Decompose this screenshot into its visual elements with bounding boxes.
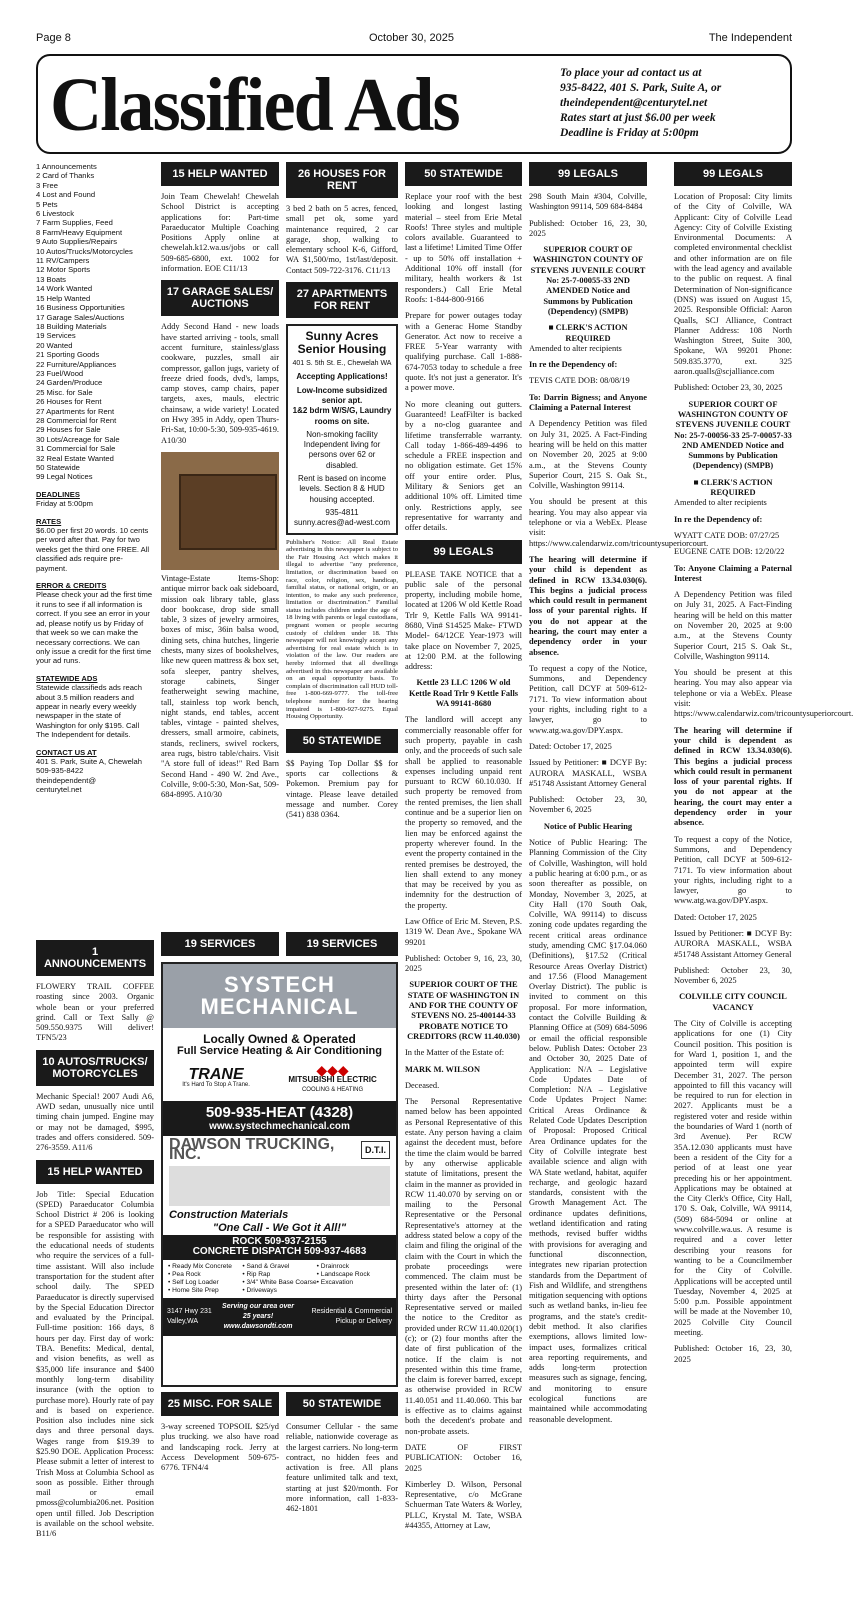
category-item: 11 RV/Campers <box>36 256 90 266</box>
legal-text: You should be present at this hearing. You may also appear via telephone or via a WebEx. Please visit: https://www.calendarwiz.com/tricountysuperiorcourt. <box>529 497 709 548</box>
info-line[interactable]: theindependent@centurytel.net <box>560 97 708 109</box>
legal-heading: Notice of Public Hearing <box>543 821 633 831</box>
service-item: • Home Site Prep <box>168 1286 219 1294</box>
section-header: 15 HELP WANTED <box>161 162 279 186</box>
category-item: 31 Commercial for Sale <box>36 444 116 454</box>
column-2-bottom <box>161 1392 279 1580</box>
legal-text: Kimberley D. Wilson, Personal Representative, c/o McGrane Schuerman Tate Waters & Worley, PLLC, Krystal M. Tate, WSBA #44355, Attorney at Law, <box>405 1479 522 1531</box>
ad-email[interactable]: sunny.acres@ad-west.com <box>293 518 390 528</box>
classified-ad: Join Team Chewelah! Chewelah School District is accepting applications for: Part-time Paraeducator Multiple Coaching Positions Apply online at chewelah.k12.wa.us/jobs or call 509-685-6800, ext. 1002 for information. EOE C11/13 <box>161 192 279 274</box>
legal-text: The hearing will determine if your child is dependent as defined in RCW 13.34.030(6). This begins a judicial process which could result in permanent loss of your parental rights. If you do not appear at the hearing, the court may enter a dependency order in your absence. <box>529 554 647 657</box>
classified-ad: Addy Second Hand - new loads have started arriving - tools, small accent furniture, stainless/glass cookware, puzzles, small air compressor, gallon jugs, variety of freeze dried foods, dvd's, lamps, camp stoves, camp chairs, paper targets, axes, mauls, electric chainsaw, a wide variety! Located on Hwy 395 in Addy, open Thurs-Fri-Sat, 10:00-5:30, 509-935-4619. A10/30 <box>161 322 279 445</box>
ad-delivery: Residential & Commercial Pickup or Delivery <box>311 1307 392 1325</box>
legal-text: Published: October 23, 30, November 6, 2025 <box>529 795 647 815</box>
category-item: 6 Livestock <box>36 209 74 219</box>
category-item: 16 Business Opportunities <box>36 303 125 313</box>
section-header: 25 MISC. FOR SALE <box>161 1392 279 1416</box>
mitsubishi-slogan: COOLING & HEATING <box>301 1087 364 1094</box>
service-item: • Pea Rock <box>168 1270 201 1278</box>
legal-text: Issued by Petitioner: ■ DCYF By: AURORA MASKALL, WSBA #51748 Assistant Attorney General <box>529 758 647 788</box>
paper-name: The Independent <box>708 32 792 44</box>
section-header: 99 LEGALS <box>529 162 647 186</box>
mitsubishi-logo: MITSUBISHI ELECTRIC <box>288 1074 377 1084</box>
section-header: 19 SERVICES <box>161 932 279 956</box>
classified-ad: $$ Paying Top Dollar $$ for sports car collections & Pokemon. Premium pay for vintage. Please leave detailed message and number. Corey (541) 838 0364. <box>286 758 398 820</box>
deadlines-heading: DEADLINES <box>36 489 80 499</box>
legal-text: Location of Proposal: City limits of the City of Colville, WA Applicant: City of Colville Lead Agency: City of Colville Existing Environmental Documents: A completed environmental checklist and other information are on file with the lead agency and available to the public on request. A final Determination of Non-significance (DNS) was issued on August 15, 2025. Responsible Official: Aaron Qualls, SCJ Alliance, Contract Planner Address: 108 North Washington Street, Suite 300, Spokane, WA 99201 Phone: 509.835.3770, ext. 325 aaron.qualls@scjalliance.com <box>674 192 792 377</box>
classified-ad: Mechanic Special! 2007 Audi A6, AWD sedan, unusually nice until timing chain jumped. Engine may or may not be damaged, $995, trades and offers considered. 509-276-3559. A11/6 <box>36 1091 154 1153</box>
contact-line[interactable]: theindependent@ <box>36 775 97 785</box>
ad-address: 3147 Hwy 231 Valley,WA <box>167 1307 212 1325</box>
contact-line: 509-935-8422 <box>36 766 84 776</box>
category-item: 25 Misc. for Sale <box>36 387 93 397</box>
legal-text: Law Office of Eric M. Steven, P.S. 1319 W. Dean Ave., Spokane WA 99201 <box>405 917 522 947</box>
ad-tagline: Full Service Heating & Air Conditioning <box>177 1045 382 1058</box>
legal-text: Kettle 23 LLC 1206 W old Kettle Road Trlr 9 Kettle Falls WA 99141-8680 <box>408 678 519 709</box>
ad-slogan: "One Call - We Got it All!" <box>212 1221 347 1234</box>
legal-text: ■ CLERK'S ACTION REQUIRED <box>548 323 628 343</box>
classified-ad: 3 bed 2 bath on 5 acres, fenced, small pet ok, some yard maintenance required, 2 car garage, shop, walking to elementary school K-6, Gifford, WA $1,500/mo, 1st/last/deposit. Contact 509-722-3176. C11/13 <box>286 204 398 275</box>
legal-text: To request a copy of the Notice, Summons, and Dependency Petition, call DCYF at 509-612-7171. To view information about your rights, including right to a lawyer, go to www.atg.wa.gov/DPY.aspx. <box>529 663 647 735</box>
column-3-bottom <box>286 1392 398 1580</box>
category-item: 24 Garden/Produce <box>36 378 103 388</box>
legal-heading: SUPERIOR COURT OF THE STATE OF WASHINGTON IN AND FOR THE COUNTY OF STEVENS NO. 25-400144-33 PROBATE NOTICE TO CREDITORS (RCW 11.40.030) <box>407 980 520 1041</box>
category-item: 13 Boats <box>36 274 66 284</box>
masthead <box>36 54 792 154</box>
classified-ad: FLOWERY TRAIL COFFEE roasting since 2003. Organic whole bean or your preferred grind. Call or Text Sally @ 509.550.9375 Will deliver! TFN5/23 <box>36 982 154 1043</box>
statewide-text: Statewide classifieds ads reach about 3.5 million readers and appear in nearly every weekly newspaper in the state of Washington for only $195. Call The Independent for details. <box>36 683 142 740</box>
legal-heading: COLVILLE CITY COUNCIL VACANCY <box>679 992 787 1012</box>
services-display-ad <box>161 962 398 1387</box>
legal-text: The City of Colville is accepting applications for one (1) City Council position. This position is for Ward 1, position 1, and the appointed term will expire December 31, 2027. The person appointed to fill this vacancy will be required to run for election in 2027. Applicants must be a registered voter and reside within the boundaries of Ward 1 (north of 3rd Avenue). Per RCW 35A.12.030 applicants must have been a resident of the City for a period of at least one year preceding his or her appointment. Applications may be obtained at the City Clerk's Office, City Hall, 170 S. Oak, Colville, WA 99114, (509) 684-5094 or online at www.colville.wa.us. A resume is required and a cover letter describing your reasons for wanting to be a Councilmember for the City of Colville. Applications will be accepted until Tuesday, November 4, 2025 at 5:00 p.m. Possible appointment will be made at the November 10, 2025 Colville City Council meeting. <box>674 1019 792 1337</box>
services-header-right <box>286 932 398 956</box>
legal-heading: SUPERIOR COURT OF WASHINGTON COUNTY OF STEVENS JUVENILE COURT No: 25-7-00055-33 2ND AMENDED Notice and Summons by Publication (Dependency) (SMPB) <box>530 245 646 316</box>
category-item: 2 Card of Thanks <box>36 171 95 181</box>
column-2 <box>161 162 279 938</box>
category-item: 18 Building Materials <box>36 321 107 331</box>
legal-text: You should be present at this hearing. You may also appear via telephone or via a WebEx. Please visit: https://www.calendarwiz.com/tricountysuperiorcourt. <box>674 668 853 719</box>
section-header: 15 HELP WANTED <box>36 1160 154 1184</box>
legal-text: ■ CLERK'S ACTION REQUIRED <box>693 477 773 498</box>
column-5 <box>529 162 709 1582</box>
masthead-info <box>560 66 788 141</box>
category-item: 22 Furniture/Appliances <box>36 359 117 369</box>
category-item: 7 Farm Supplies, Feed <box>36 218 113 228</box>
service-item: • 3/4" White Base Coarse <box>242 1278 317 1286</box>
column-4 <box>405 162 522 1582</box>
category-index <box>36 162 154 795</box>
legal-text: Published: October 23, 30, 2025 <box>674 383 783 393</box>
legal-text: Issued by Petitioner: ■ DCYF By: AURORA MASKALL, WSBA #51748 Assistant Attorney General <box>674 929 792 959</box>
publisher-notice: Publisher's Notice: All Real Estate advertising in this newspaper is subject to the Fair Housing Act which makes it illegal to advertise "any preference, limitation, or discrimination based on race, color, religion, sex, handicap, familial status, or national origin, or an intention, to make any such preference, limitation or discrimination." Familial status includes children under the age of 18 living with parents or legal custodians, pregnant women or people securing custody of children under 18. This newspaper will not knowingly accept any advertising for real estate which is in violation of the law. Our readers are hereby informed that all dwellings advertised in this newspaper are available on an equal opportunity basis. To complain of discrimination call HUD toll-free 1-800-669-9777. The toll-free telephone number for the hearing impaired is 1-800-927-9275. Equal Housing Opportunity. <box>286 538 398 721</box>
legal-text: Published: October 16, 23, 30, 2025 <box>529 218 647 238</box>
category-item: 17 Garage Sales/Auctions <box>36 312 125 322</box>
contact-line: 401 S. Park, Suite A, Chewelah <box>36 756 142 766</box>
services-list <box>163 1260 396 1298</box>
category-item: 12 Motor Sports <box>36 265 91 275</box>
dti-logo: D.T.I. <box>361 1141 390 1159</box>
dawson-logo: DAWSON TRUCKING, INC. <box>169 1135 335 1164</box>
legal-text: 298 South Main #304, Colville, Washington 99114, 509 684-8484 <box>529 192 647 212</box>
legal-text: Dated: October 17, 2025 <box>529 741 612 751</box>
sideboard-image <box>179 474 277 550</box>
errors-text: Please check your ad the first time it runs to see if all information is correct. If you see an error in your ad, please notify us by Friday of that week so we can make the necessary corrections. We can only issue a credit for the first time your ad runs. <box>36 590 153 666</box>
legal-text: The landlord will accept any commercially reasonable offer for such property, payable in cash only, and the proceeds of such sale shall be applied to reasonable expenses including unpaid rent pursuant to RCW 60.10.030. If such property be removed from the rented premises, the lien shall continue and be a superior lien on the property so removed, and the lien may be enforced against the property wherever found. In the event the property contained in the rented premises be destroyed, the lien shall extend to any money that may be received by you as indemnity for the destruction of the property. <box>405 715 522 910</box>
service-item: • Sand & Gravel <box>242 1262 290 1270</box>
section-header: 27 APARTMENTS FOR RENT <box>286 282 398 318</box>
rates-text: $6.00 per first 20 words. 10 cents per word after that. Pay for two weeks get the third one FREE. All classified ads require pre-payment. <box>36 526 150 573</box>
legal-text: EUGENE CATE DOB: 12/20/22 <box>674 547 785 557</box>
service-item: • Driveways <box>242 1286 277 1294</box>
category-item: 5 Pets <box>36 199 58 209</box>
ad-text: Accepting Applications! <box>296 372 388 382</box>
issue-date: October 30, 2025 <box>369 32 455 44</box>
trane-logo: TRANE <box>188 1065 244 1083</box>
ad-tagline: Locally Owned & Operated <box>203 1032 356 1046</box>
service-item: • Drainrock <box>316 1262 350 1270</box>
legal-text: The Personal Representative named below has been appointed as Personal Representative of this estate. Any person having a claim against the decedent must, before the time the claim would be barred by any otherwise applicable statute of limitations, present the claim in the manner as provided in RCW 11.40.070 by serving on or mailing to the Personal Representative or the Personal Representative's attorney at the address stated below a copy of the claim and filing the original of the claim with the Court in which the probate proceedings were commenced. The claim must be presented within the later of: (1) thirty days after the Personal Representative served or mailed the notice to the Creditor as provided under RCW 11.40.020(1)(c); or (2) four months after the date of first publication of the notice. If the claim is not presented within this time frame, the claim is forever barred, except as otherwise provided in RCW 11.40.051 and 11.40.060. This bar is effective as to claims against both the decedent's probate and non-probate assets. <box>405 1097 522 1436</box>
legal-text: Published: October 23, 30, November 6, 2025 <box>674 965 792 986</box>
category-item: 26 Houses for Rent <box>36 397 102 407</box>
legal-text: A Dependency Petition was filed on July 31, 2025. A Fact-Finding hearing will be held on this matter on November 20, 2025 at 9:00 a.m., at the Stevens County Superior Court, 215 S. Oak St., Colville, Washington 99114. <box>674 590 792 661</box>
legal-text: Published: October 16, 23, 30, 2025 <box>674 1344 792 1364</box>
column-3 <box>286 162 398 924</box>
rock-phone[interactable]: ROCK 509-937-2155 <box>232 1235 327 1247</box>
category-item: 14 Work Wanted <box>36 284 93 294</box>
category-item: 30 Lots/Acreage for Sale <box>36 434 120 444</box>
category-item: 4 Lost and Found <box>36 190 96 200</box>
section-header: 10 AUTOS/TRUCKS/ MOTORCYCLES <box>36 1050 154 1086</box>
category-item: 21 Sporting Goods <box>36 350 100 360</box>
section-header: 99 LEGALS <box>674 162 792 186</box>
classified-ad: Prepare for power outages today with a Generac Home Standby Generator. Act now to receive a FREE 5-Year warranty with qualifying purchase. Call 1-888-674-7053 today to schedule a free quote. It's not just a generator. It's a power move. <box>405 311 522 393</box>
legal-text: Dated: October 17, 2025 <box>674 912 757 922</box>
legal-text: A Dependency Petition was filed on July 31, 2025. A Fact-Finding hearing will be held on this matter on November 20, 2025 at 9:00 a.m., at the Stevens County Superior Court, 215 S. Oak St., Colville, Washington 99114. <box>529 419 647 491</box>
column-6 <box>674 162 853 1582</box>
legal-heading: SUPERIOR COURT OF WASHINGTON COUNTY OF STEVENS JUVENILE COURT No: 25-7-00056-33 25-7-00057-33 2ND AMENDED Notice and Summons by Publication (Dependency) (SMPB) <box>674 399 792 471</box>
legal-text: DATE OF FIRST PUBLICATION: October 16, 2025 <box>405 1442 522 1473</box>
info-line: Deadline is Friday at 5:00pm <box>560 127 699 139</box>
info-line: To place your ad contact us at <box>560 67 702 79</box>
ad-text: Low-Income subsidized senior apt. <box>296 385 388 405</box>
trane-slogan: It's Hard To Stop A Trane. <box>182 1082 250 1089</box>
classified-ad: Vintage-Estate Items-Shop: antique mirror back oak sideboard, mission oak library table, glass door bookcase, drop side small table, 3 sizes of jewelry armoires, boxes of misc, 36in balsa wood, dining sets, china hutches, lingerie chests, many sizes of bookshelves, like new queen mattress & box set, sofa sleeper, pantry shelves, storage cabinets, Singer featherweight sewing machine, tall, stainless top work bench, night stands, end tables, accent tables, vintage - painted shelves, dressers, small armoire, cabinets, stands, recliners, swivel rockers, area rugs, bistro table/chairs. Visit "A store full of ideas!" Red Barn Second Hand - 490 W. 2nd Ave., Colville, 9:00-5:30, Mon-Sat, 509-684-8995. A10/30 <box>161 573 279 800</box>
masthead-title: Classified Ads <box>50 63 459 147</box>
category-item: 27 Apartments for Rent <box>36 406 115 416</box>
category-item: 8 Farm/Heavy Equipment <box>36 227 123 237</box>
errors-heading: ERROR & CREDITS <box>36 581 107 591</box>
section-header: 50 STATEWIDE <box>405 162 522 186</box>
services-header-left <box>161 932 279 956</box>
legal-text: MARK M. WILSON <box>405 1064 480 1074</box>
classified-ad: Consumer Cellular - the same reliable, nationwide coverage as the largest carriers. No long-term contract, no hidden fees and activation is free. All plans feature unlimited talk and text, starting at just $20/month. For more information, call 1-833-462-1801 <box>286 1422 398 1514</box>
section-header: 50 STATEWIDE <box>286 1392 398 1416</box>
page-number: Page 8 <box>36 32 71 44</box>
systech-logo: SYSTECH MECHANICAL <box>163 964 396 1028</box>
category-item: 28 Commercial for Rent <box>36 415 117 425</box>
service-item: • Landscape Rock <box>316 1270 370 1278</box>
section-header: 99 LEGALS <box>405 540 522 564</box>
legal-text: The hearing will determine if your child is dependent as defined in RCW 13.34.030(6). This begins a judicial process which could result in permanent loss of your parental rights. If you do not appear at the hearing, the court may enter a dependency order in your absence. <box>674 725 792 828</box>
contact-heading: CONTACT US AT <box>36 747 97 757</box>
category-item: 3 Free <box>36 180 58 190</box>
legal-text: Amended to alter recipients <box>674 498 767 508</box>
page-header <box>36 32 792 48</box>
service-item: • Excavation <box>316 1278 354 1286</box>
website-link[interactable]: www.systechmechanical.com <box>209 1121 350 1133</box>
legal-text: In the Matter of the Estate of: <box>405 1048 505 1058</box>
mitsubishi-icon: ◆◆◆ <box>316 1061 349 1078</box>
category-item: 19 Services <box>36 331 76 341</box>
website-link[interactable]: www.dawsondti.com <box>223 1323 293 1331</box>
section-header: 50 STATEWIDE <box>286 729 398 753</box>
legal-text: To: Anyone Claiming a Paternal Interest <box>674 563 792 583</box>
legal-text: To: Darrin Bigness; and Anyone Claiming a Paternal Interest <box>529 392 647 413</box>
category-item: 50 Statewide <box>36 463 80 472</box>
concrete-phone[interactable]: CONCRETE DISPATCH 509-937-4683 <box>192 1246 367 1258</box>
ad-slogan: Construction Materials <box>169 1209 289 1222</box>
ad-phone[interactable]: 935-4811 <box>325 507 359 517</box>
sunny-acres-ad <box>286 324 398 534</box>
service-item: • Rip Rap <box>242 1270 271 1278</box>
ad-serving: Serving our area over 25 years! <box>222 1302 295 1320</box>
ad-text: 1&2 bdrm W/S/G, Laundry rooms on site. <box>292 406 392 426</box>
ad-text: Rent is based on income levels. Section 8 & HUD housing accepted. <box>297 474 387 504</box>
legal-text: PLEASE TAKE NOTICE that a public sale of the personal property, including mobile home, located at 1206 W old Kettle Road Trlr 9, Kettle Falls WA 99141-8680, Vin# S14525 Make- FTWD Model- 64/12CE Year-1973 will take place on November 7, 2025, at 12:00 P.M. at the following address: <box>405 569 522 672</box>
category-item: 32 Real Estate Wanted <box>36 453 114 463</box>
legal-text: Deceased. <box>405 1080 440 1090</box>
category-item: 23 Fuel/Wood <box>36 368 84 378</box>
section-header: 26 HOUSES FOR RENT <box>286 162 398 198</box>
trucks-image <box>169 1166 390 1206</box>
legal-text: TEVIS CATE DOB: 08/08/19 <box>529 376 630 386</box>
ad-text: Non-smoking facility Independent living for persons over 62 or disabled. <box>303 429 381 470</box>
category-item: 15 Help Wanted <box>36 293 91 303</box>
column-1 <box>36 940 154 1580</box>
phone-number[interactable]: 509-935-HEAT (4328) <box>205 1104 354 1122</box>
category-item: 9 Auto Supplies/Repairs <box>36 237 118 247</box>
info-line: Rates start at just $6.00 per week <box>560 112 716 124</box>
category-item: 20 Wanted <box>36 340 73 350</box>
category-list <box>36 162 154 482</box>
statewide-heading: STATEWIDE ADS <box>36 673 98 683</box>
classified-ad: Replace your roof with the best looking and longest lasting material – steel from Erie Metal Roofs! Three styles and multiple colors available. Guaranteed to last a lifetime! Limited Time Offer - up to 50% off installation + Additional 10% off install (for military, health workers & 1st responders.) Call Erie Metal Roofs: 1-844-800-9166 <box>405 192 522 304</box>
category-item: 99 Legal Notices <box>36 472 93 482</box>
legal-text: Published: October 9, 16, 23, 30, 2025 <box>405 953 522 974</box>
ad-address: 401 S. 5th St. E., Chewelah WA <box>292 360 392 368</box>
rates-heading: RATES <box>36 516 62 526</box>
contact-line: centurytel.net <box>36 785 82 795</box>
ad-title: Sunny Acres Senior Housing <box>297 329 387 357</box>
legal-text: In re the Dependency of: <box>674 514 763 524</box>
category-item: 10 Autos/Trucks/Motorcycles <box>36 246 133 256</box>
info-line: 935-8422, 401 S. Park, Suite A, or <box>560 82 722 94</box>
classified-ad: 3-way screened TOPSOIL $25/yd plus trucking. we also have road and landscaping rock. Jerry at Access Development 509-675-6776. TFN4/4 <box>161 1422 279 1473</box>
classified-ad: Job Title: Special Education (SPED) Paraeducator Columbia School District # 206 is looking for a SPED Paraeducator who will be responsible for assisting with the educational needs of students who require the services of a full-time assistant. Will also include transportation for the student after school daily. The SPED Paraeducator is directly supervised by the Special Education Director and evaluated by the Principal. Full-time position: 166 days, 8 hours per day. First day of work: TBA. Benefits: Medical, dental, and vision benefits, as well as $35,000 life insurance and $400 monthly long-term disability insurance (with the option to purchase more). Hourly rate of pay and is based on experience. Position also includes nine sick days and three personal days. Wages range from $19.39 to $25.90 DOE. Application Process: Please submit a letter of interest to Trish Moss at Columbia School as soon as possible. Either through mail or email pmoss@columbia206.net. Position open until filled. Job Description is available on the school website. B11/6 <box>36 1189 154 1539</box>
classified-ad: No more cleaning out gutters. Guaranteed! LeafFilter is backed by a no-clog guarantee and lifetime transferrable warranty. Call today 1-866-489-4496 to schedule a FREE inspection and no obligation estimate. Get 15% off your entire order. Plus, Military & Seniors get an additional 10% off. Limited time only. Restrictions apply, see representative for warranty and offer details. <box>405 399 522 533</box>
furniture-photo <box>161 452 279 570</box>
service-item: • Self Log Loader <box>168 1278 219 1286</box>
legal-text: WYATT CATE DOB: 07/27/25 <box>674 530 780 540</box>
category-item: 29 Houses for Sale <box>36 425 101 435</box>
legal-text: Notice of Public Hearing: The Planning Commission of the City of Colville, Washington, will hold a public hearing at 6:00 p.m., or as soon thereafter as possible, on Monday, November 3, 2025, at City Hall (170 South Oak, Colville, WA 99114) to discuss zoning code updates regarding the recent critical areas ordinance study, amending CMC §17.04.060 (Definitions), §17.52 (Critical Resource Areas Overlay District) and 17.56 (Flood Management Overlay District). The public is invited to comment on this proposal. For more information, contact the Colville Building & Planning Office at (509) 684-5096 or email the official responsible below. Publish Dates: October 23 and October 30, 2025 Date of Application: N/A – Legislative Code Updates Date of Completion: N/A – Legislative Code Updates Project Name: Critical Areas Ordinance & Related Code Updates Description of Proposal: Proposed Critical Area Ordinance updates for the City of Colville integrate best available science and align with WA State wetland, habitat, aquifer recharge, and geologic hazard standards, consistent with the Growth Management Act. The ordinance updates definitions, wetland identification and rating methods, revised buffer widths with provisions for averaging and functional disconnection, integrates new riparian protection standards from the Department of Fish and Wildlife, and strengthens mitigation sequencing with options such as wetland banks, in-lieu fee programs, and the state's credit-debit method. It also clarifies exemptions, allows limited low-impact uses, formalizes critical area reporting requirements, and adds long-term protection measures such as signage, fencing, and monitoring to ensure ecological functions are maintained while accommodating reasonable development. <box>529 838 647 1424</box>
service-item: • Ready Mix Concrete <box>168 1262 232 1270</box>
legal-text: To request a copy of the Notice, Summons, and Dependency Petition, call DCYF at 509-612-7171. To view information about your rights, including right to a lawyer, go to www.atg.wa.gov/DPY.aspx. <box>674 834 792 906</box>
section-header: 19 SERVICES <box>286 932 398 956</box>
section-header: 1 ANNOUNCEMENTS <box>36 940 154 976</box>
legal-text: In re the Dependency of: <box>529 360 618 370</box>
category-item: 1 Announcements <box>36 162 97 171</box>
deadlines-text: Friday at 5:00pm <box>36 499 93 509</box>
legal-text: Amended to alter recipients <box>529 343 622 353</box>
section-header: 17 GARAGE SALES/ AUCTIONS <box>161 280 279 316</box>
